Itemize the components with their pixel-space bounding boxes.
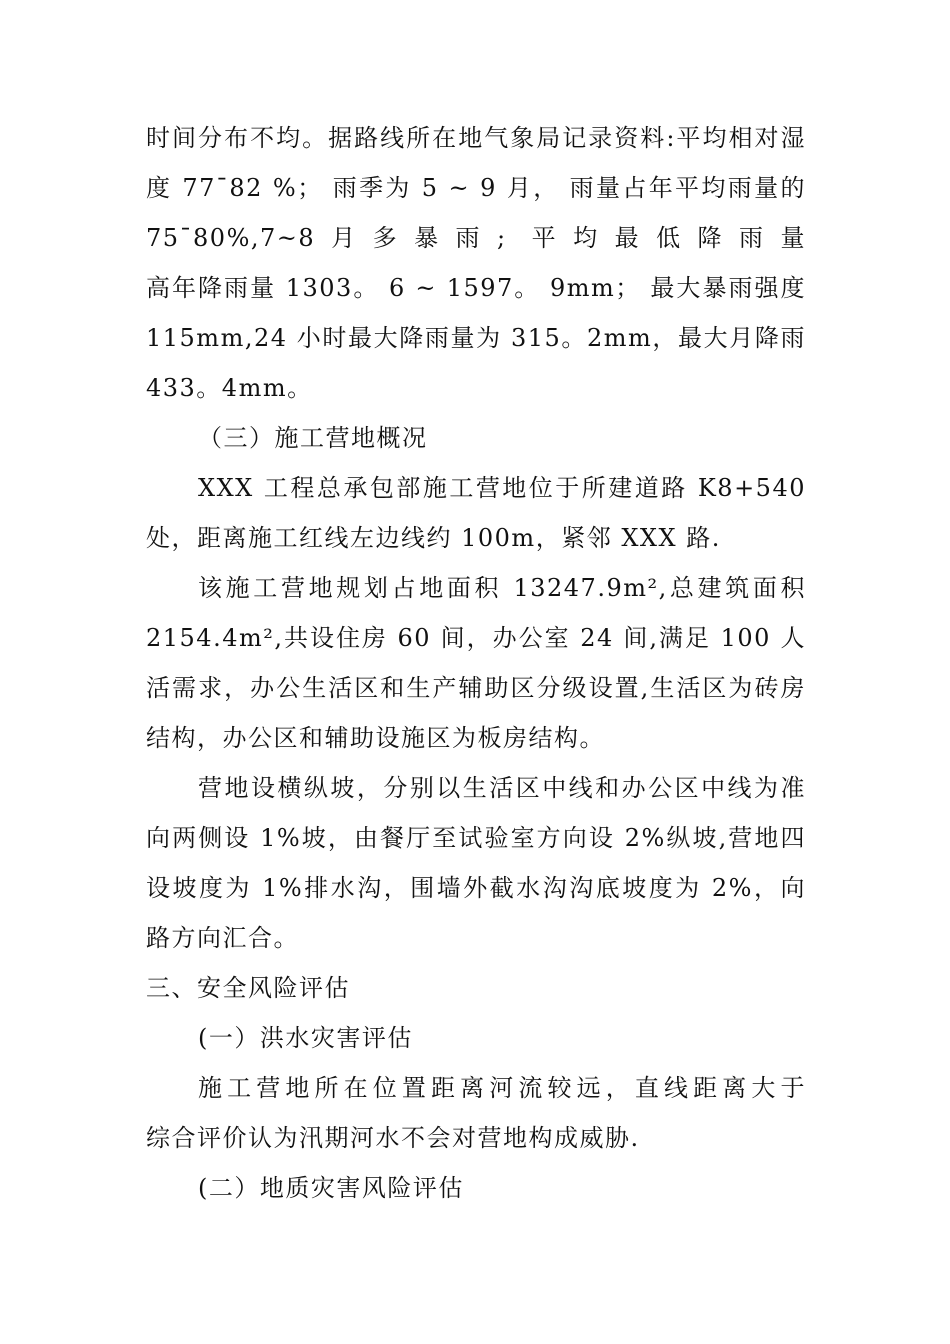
body-text-line: 活需求，办公生活区和生产辅助区分级设置,生活区为砖房 bbox=[146, 674, 806, 702]
body-text-line: 75¯80%,7~8月多暴雨; 平均最低降雨量 bbox=[146, 224, 806, 252]
body-text-line: 营地设横纵坡，分别以生活区中线和办公区中线为准 bbox=[198, 774, 806, 802]
body-text-line: 2154.4m²,共设住房 60 间，办公室 24 间,满足 100 人 bbox=[146, 624, 806, 652]
section-heading-flood-assessment: (一）洪水灾害评估 bbox=[198, 1024, 413, 1052]
body-text-line: 结构，办公区和辅助设施区为板房结构。 bbox=[146, 724, 605, 752]
body-text-line: 度 77¯82 %； 雨季为 5 ~ 9 月， 雨量占年平均雨量的 bbox=[146, 174, 806, 202]
body-text-line: 设坡度为 1%排水沟，围墙外截水沟沟底坡度为 2%，向 bbox=[146, 874, 806, 902]
body-text-line: 向两侧设 1%坡，由餐厅至试验室方向设 2%纵坡,营地四 bbox=[146, 824, 806, 852]
body-text-line: 施工营地所在位置距离河流较远，直线距离大于 bbox=[198, 1074, 806, 1102]
section-heading-geologic-risk: (二）地质灾害风险评估 bbox=[198, 1174, 464, 1202]
document-page bbox=[146, 113, 806, 1213]
body-text-line: 综合评价认为汛期河水不会对营地构成威胁. bbox=[146, 1124, 640, 1152]
body-text-line: 时间分布不均。据路线所在地气象局记录资料:平均相对湿 bbox=[146, 124, 806, 152]
body-text-line: 高年降雨量 1303。 6 ~ 1597。 9mm； 最大暴雨强度 bbox=[146, 274, 806, 302]
body-text-line: 433。4mm。 bbox=[146, 374, 313, 402]
body-text-line: 处，距离施工红线左边线约 100m，紧邻 XXX 路. bbox=[146, 524, 721, 552]
body-text-line: XXX 工程总承包部施工营地位于所建道路 K8+540 bbox=[198, 474, 806, 502]
body-text-line: 路方向汇合。 bbox=[146, 924, 299, 952]
section-heading-camp-overview: （三）施工营地概况 bbox=[198, 424, 428, 452]
body-text-line: 该施工营地规划占地面积 13247.9m²,总建筑面积 bbox=[198, 574, 806, 602]
chapter-heading-risk-assessment: 三、安全风险评估 bbox=[146, 974, 350, 1002]
body-text-line: 115mm,24 小时最大降雨量为 315。2mm，最大月降雨 bbox=[146, 324, 806, 352]
